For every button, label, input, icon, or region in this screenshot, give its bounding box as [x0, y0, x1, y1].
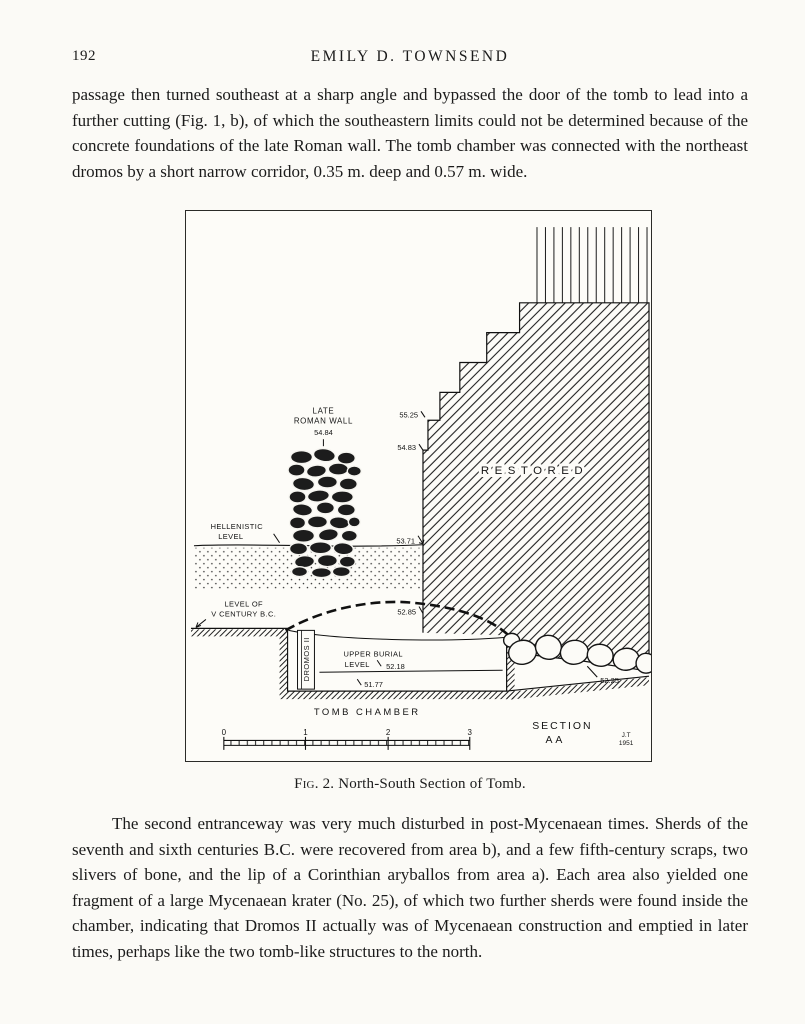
- hellenistic-pointer: [274, 534, 280, 543]
- page-number: 192: [72, 48, 96, 64]
- hellenistic-label-1: HELLENISTIC: [210, 521, 264, 531]
- figure-2: [72, 210, 748, 793]
- elevation-tick-5225: [587, 666, 597, 677]
- scale-0: 0: [221, 727, 227, 737]
- dromos-label: DROMOS II: [301, 637, 311, 682]
- hellenistic-level-line: [194, 545, 423, 546]
- elevation-5177: 51.77: [364, 680, 383, 690]
- credit-initials: J.T: [621, 731, 631, 739]
- running-head-author: EMILY D. TOWNSEND: [310, 48, 510, 65]
- late-roman-label-2: ROMAN WALL: [293, 416, 353, 426]
- vcentury-label-2: V CENTURY B.C.: [211, 609, 277, 619]
- scale-3: 3: [467, 727, 472, 737]
- wall-fringe-lines: [531, 227, 649, 303]
- burial-label-1: UPPER BURIAL: [343, 649, 403, 659]
- vcentury-pointer: [196, 619, 206, 627]
- roman-wall-masonry: [288, 447, 361, 577]
- hellenistic-fill: [194, 548, 424, 590]
- late-roman-label-1: LATE: [312, 406, 335, 416]
- restored-label: RESTORED: [480, 465, 589, 478]
- elevation-5285: 52.85: [397, 607, 417, 617]
- figure-caption-label: Fig. 2.: [294, 776, 335, 792]
- scale-2: 2: [385, 727, 391, 737]
- paragraph-bottom: The second entranceway was very much disturbed in post-Mycenaean times. Sherds of the seventh and sixth centuries B.C. were recovered from area b), and a few fifth-century scraps, two slivers of bone, and the lip of a Corinthian aryballos from area a). Each area also yielded one fragment of a large Mycenaean krater (No. 25), of which two further sherds were found inside the chamber, indicating that Dromos II actually was of Mycenaean construction and emptied in later times, perhaps like the two tomb-like structures to the north.: [72, 814, 748, 961]
- elevation-5225: 52.25: [600, 676, 619, 686]
- scale-1: 1: [303, 727, 308, 737]
- page-header: [72, 48, 748, 72]
- chamber-outline: [288, 628, 507, 691]
- tomb-chamber-label: TOMB CHAMBER: [313, 707, 421, 719]
- paragraph-top: passage then turned southeast at a sharp angle and bypassed the door of the tomb to lead into a further cutting (Fig. 1, b), of which the southeastern limits could not be determined because of the concrete foundations of the late Roman wall. The tomb chamber was connected with the northeast dromos by a short narrow corridor, 0.35 m. deep and 0.57 m. wide.: [72, 85, 748, 181]
- hellenistic-label-2: LEVEL: [218, 531, 244, 541]
- figure-frame: [185, 210, 652, 762]
- section-label-2: AA: [545, 734, 566, 746]
- credit-year: 1951: [618, 739, 634, 747]
- elevation-5525: 55.25: [399, 410, 419, 420]
- elevation-5218: 52.18: [386, 662, 405, 672]
- section-drawing: [186, 211, 651, 761]
- elevation-5484: 54.84: [314, 428, 333, 438]
- scale-graduations: [224, 740, 470, 745]
- restored-area: [423, 303, 649, 671]
- burial-label-2: LEVEL: [344, 660, 370, 670]
- elevation-5483: 54.83: [397, 443, 417, 453]
- elevation-tick-5483: [419, 444, 423, 450]
- figure-caption-text: North-South Section of Tomb.: [338, 776, 526, 792]
- vcentury-label-1: LEVEL OF: [224, 599, 264, 609]
- elevation-5371: 53.71: [396, 536, 416, 546]
- figure-caption: [72, 776, 748, 793]
- vcentury-hachure: [191, 629, 288, 636]
- elevation-tick-5525: [421, 411, 425, 417]
- section-label-1: SECTION: [532, 720, 593, 732]
